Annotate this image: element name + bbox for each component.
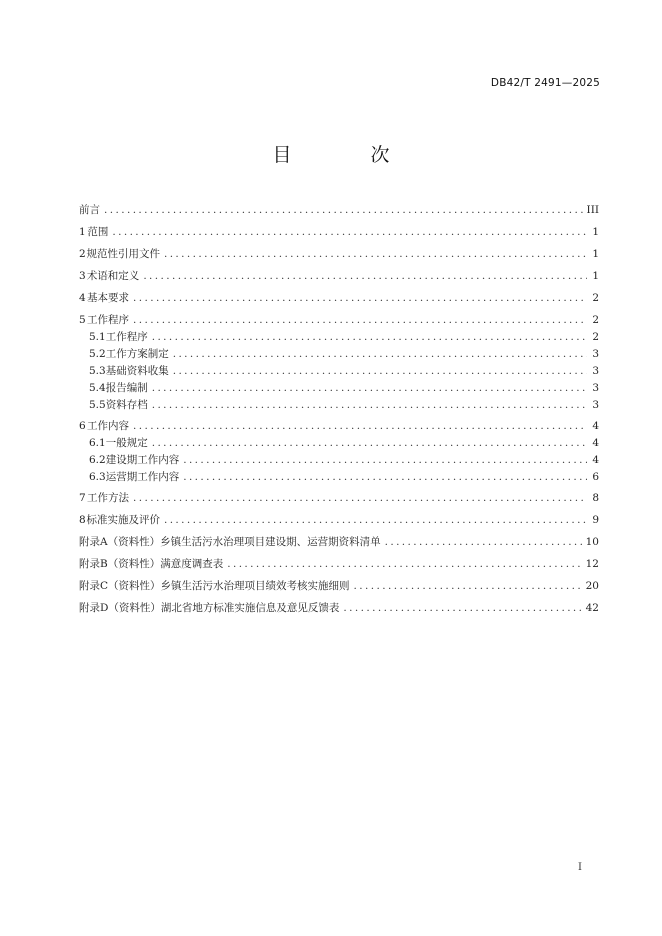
toc-number: 1	[79, 226, 86, 238]
toc-label: 范围	[87, 226, 109, 238]
toc-leader	[133, 313, 587, 327]
toc-number: 5.2	[89, 348, 106, 360]
toc-page: 1	[592, 248, 599, 260]
toc-entry-7[interactable]	[79, 489, 599, 505]
toc-leader	[152, 436, 587, 450]
toc-label: 工作方法	[87, 492, 129, 504]
toc-entry-5-1[interactable]	[89, 328, 599, 344]
toc-page: 20	[585, 580, 599, 592]
toc-leader	[152, 381, 587, 395]
toc-page: 3	[592, 348, 599, 360]
toc-label: 工作内容	[87, 420, 129, 432]
toc-label: 基本要求	[87, 292, 129, 304]
toc-title: 目 次	[272, 144, 420, 166]
toc-number: 5.1	[89, 331, 106, 343]
toc-leader	[152, 330, 587, 344]
toc-page: 4	[592, 420, 599, 432]
toc-label: 报告编制	[105, 382, 148, 394]
toc-page: 9	[592, 514, 599, 526]
toc-page: III	[586, 204, 599, 216]
toc-page: 1	[592, 270, 599, 282]
toc-page: 3	[592, 382, 599, 394]
toc-entry-5-2[interactable]	[89, 345, 599, 361]
toc-entry-appendix-d[interactable]	[79, 599, 599, 615]
toc-leader	[183, 470, 587, 484]
toc-number: 6.2	[89, 454, 106, 466]
toc-leader	[343, 601, 581, 615]
toc-label: 乡镇生活污水治理项目绩效考核实施细则	[160, 580, 350, 592]
toc-label: 基础资料收集	[105, 365, 169, 377]
toc-label: 运营期工作内容	[105, 471, 180, 483]
toc-label: 乡镇生活污水治理项目建设期、运营期资料清单	[160, 536, 381, 548]
toc-label: 满意度调查表	[160, 558, 224, 570]
toc-leader	[143, 269, 587, 283]
toc-number: 4	[79, 292, 86, 304]
toc-entry-6-2[interactable]	[89, 451, 599, 467]
toc-leader	[227, 557, 581, 571]
toc-leader	[152, 398, 587, 412]
toc-number: 7	[79, 492, 86, 504]
page-number: I	[578, 862, 582, 873]
toc-number: 5.4	[89, 382, 106, 394]
toc-number: 5.3	[89, 365, 106, 377]
toc-entry-5[interactable]	[79, 311, 599, 327]
toc-leader	[173, 364, 587, 378]
toc-number: 附录A（资料性）	[79, 536, 161, 548]
toc-label: 前言	[79, 204, 100, 216]
toc-label: 一般规定	[105, 437, 148, 449]
toc-label: 湖北省地方标准实施信息及意见反馈表	[160, 602, 340, 614]
toc-number: 5.5	[89, 399, 106, 411]
toc-number: 5	[79, 314, 86, 326]
toc-entry-2[interactable]	[79, 245, 599, 261]
toc-leader	[133, 419, 587, 433]
toc-page: 2	[592, 292, 599, 304]
toc-page: 10	[585, 536, 599, 548]
toc-leader	[112, 225, 587, 239]
toc-label: 工作程序	[105, 331, 148, 343]
toc-entry-6[interactable]	[79, 417, 599, 433]
toc-entry-appendix-a[interactable]	[79, 533, 599, 549]
toc-number: 8	[79, 514, 86, 526]
toc-entry-6-3[interactable]	[89, 468, 599, 484]
toc-leader	[104, 203, 583, 217]
toc-entry-foreword[interactable]	[79, 201, 599, 217]
toc-label: 工作程序	[87, 314, 129, 326]
toc-entry-3[interactable]	[79, 267, 599, 283]
toc-label: 标准实施及评价	[86, 514, 160, 526]
toc-page: 42	[585, 602, 599, 614]
toc-number: 6.1	[89, 437, 106, 449]
toc-page: 4	[592, 437, 599, 449]
toc-entry-4[interactable]	[79, 289, 599, 305]
toc-label: 资料存档	[105, 399, 148, 411]
toc-label: 工作方案制定	[105, 348, 169, 360]
toc-number: 6.3	[89, 471, 106, 483]
toc-number: 附录B（资料性）	[79, 558, 161, 570]
toc-entry-appendix-c[interactable]	[79, 577, 599, 593]
document-code: DB42/T 2491—2025	[490, 77, 600, 89]
toc-leader	[133, 291, 587, 305]
toc-page: 12	[585, 558, 599, 570]
toc-page: 2	[592, 331, 599, 343]
toc-leader	[354, 579, 582, 593]
toc-number: 6	[79, 420, 86, 432]
toc-leader	[173, 347, 587, 361]
toc-leader	[133, 491, 587, 505]
toc-leader	[385, 535, 582, 549]
toc-entry-8[interactable]	[79, 511, 599, 527]
toc-page: 3	[592, 399, 599, 411]
toc-page: 6	[592, 471, 599, 483]
toc-number: 附录D（资料性）	[79, 602, 161, 614]
toc-entry-appendix-b[interactable]	[79, 555, 599, 571]
toc-entry-6-1[interactable]	[89, 434, 599, 450]
toc-page: 4	[592, 454, 599, 466]
toc-page: 8	[592, 492, 599, 504]
toc-page: 1	[592, 226, 599, 238]
toc-number: 2	[79, 248, 86, 260]
toc-entry-5-5[interactable]	[89, 396, 599, 412]
toc-leader	[164, 247, 587, 261]
toc-leader	[183, 453, 587, 467]
toc-page: 3	[592, 365, 599, 377]
toc-page: 2	[592, 314, 599, 326]
toc-number: 附录C（资料性）	[79, 580, 161, 592]
toc-entry-5-4[interactable]	[89, 379, 599, 395]
toc-entry-1[interactable]	[79, 223, 599, 239]
toc-number: 3	[79, 270, 86, 282]
toc-label: 术语和定义	[86, 270, 140, 282]
toc-leader	[164, 513, 587, 527]
toc-entry-5-3[interactable]	[89, 362, 599, 378]
toc-label: 规范性引用文件	[86, 248, 160, 260]
toc-label: 建设期工作内容	[105, 454, 180, 466]
